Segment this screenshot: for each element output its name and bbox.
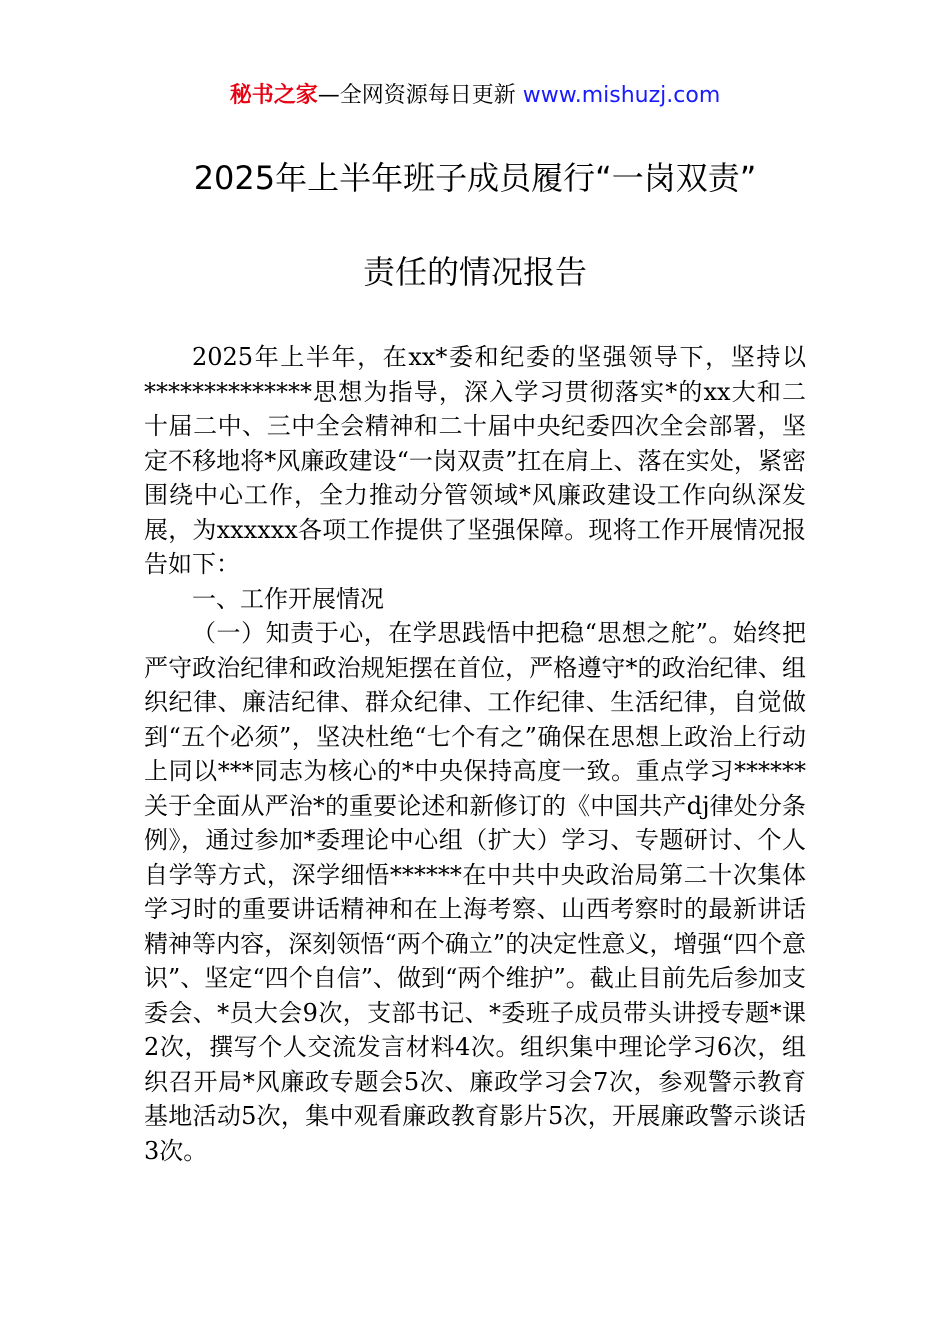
- document-title-line-2: 责任的情况报告: [362, 253, 587, 291]
- site-url-link[interactable]: www.mishuzj.com: [522, 83, 721, 108]
- site-header: [0, 80, 950, 112]
- intro-paragraph: 2025年上半年，在xx*委和纪委的坚强领导下，坚持以**************思想为指导，深入学习贯彻落实*的xx大和二十届二中、三中全会精神和二十届中央纪委四次全会部署，坚定不移地将*风廉政建设“一岗双责”扛在肩上、落在实处，紧密围绕中心工作，全力推动分管领域*风廉政建设工作向纵深发展，为xxxxxx各项工作提供了坚强保障。现将工作开展情况报告如下：: [144, 343, 806, 578]
- section-heading: 一、工作开展情况: [192, 584, 384, 613]
- document-title-line-1: 2025年上半年班子成员履行“一岗双责”: [193, 159, 757, 197]
- site-brand: 秘书之家: [229, 83, 318, 108]
- section-paragraph: （一）知责于心，在学思践悟中把稳“思想之舵”。始终把严守政治纪律和政治规矩摆在首位，严格遵守*的政治纪律、组织纪律、廉洁纪律、群众纪律、工作纪律、生活纪律，自觉做到“五个必须”，坚决杜绝“七个有之”确保在思想上政治上行动上同以***同志为核心的*中央保持高度一致。重点学习******关于全面从严治*的重要论述和新修订的《中国共产dj律处分条例》，通过参加*委理论中心组（扩大）学习、专题研讨、个人自学等方式，深学细悟******在中共中央政治局第二十次集体学习时的重要讲话精神和在上海考察、山西考察时的最新讲话精神等内容，深刻领悟“两个确立”的决定性意义，增强“四个意识”、坚定“四个自信”、做到“两个维护”。截止目前先后参加支委会、*员大会9次，支部书记、*委班子成员带头讲授专题*课2次，撰写个人交流发言材料4次。组织集中理论学习6次，组织召开局*风廉政专题会5次、廉政学习会7次，参观警示教育基地活动5次，集中观看廉政教育影片5次，开展廉政警示谈话3次。: [144, 619, 806, 1165]
- document-body: [144, 340, 806, 1168]
- site-slogan: —全网资源每日更新: [317, 83, 523, 108]
